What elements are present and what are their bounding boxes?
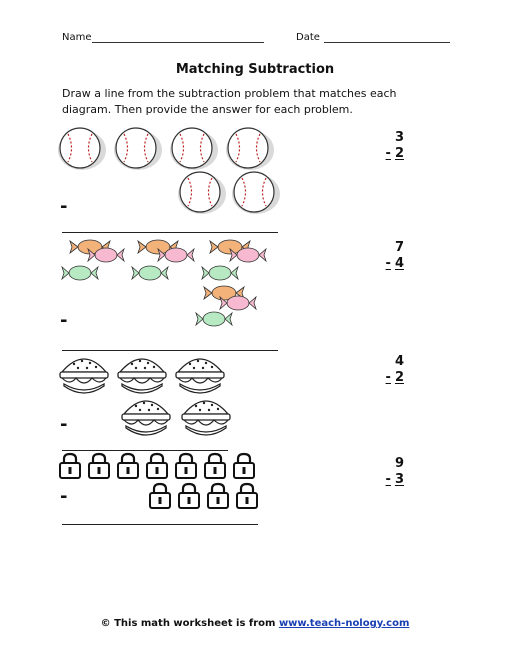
- minus-sign: -: [60, 414, 68, 435]
- candy-icon: [132, 266, 168, 280]
- answer-line[interactable]: [62, 350, 278, 351]
- burgers-diagram: [58, 354, 288, 444]
- baseball-icon: [232, 172, 280, 214]
- problem-top: 7: [394, 240, 404, 255]
- footer-text: © This math worksheet is from: [100, 618, 279, 629]
- name-label: Name: [62, 32, 92, 43]
- padlock-icon: [208, 484, 228, 508]
- baseball-icon: [170, 128, 218, 170]
- baseballs-diagram: [58, 126, 288, 216]
- answer-line[interactable]: [62, 524, 258, 525]
- problem-top: 9: [394, 456, 404, 471]
- candy-icon: [196, 312, 232, 326]
- problem-top: 3: [394, 130, 404, 145]
- burger-icon: [182, 401, 230, 435]
- minus-sign: -: [60, 196, 68, 217]
- problem-bottom: - 2: [385, 370, 404, 385]
- problem-bottom: - 3: [385, 472, 404, 487]
- baseball-icon: [58, 128, 106, 170]
- padlock-icon: [234, 454, 254, 478]
- burger-icon: [60, 359, 108, 393]
- padlock-icon: [150, 484, 170, 508]
- minus-sign: -: [60, 486, 68, 507]
- name-field-line[interactable]: [92, 42, 264, 43]
- footer: [0, 618, 510, 629]
- problem-top: 4: [394, 354, 404, 369]
- answer-line[interactable]: [62, 450, 228, 451]
- answer-line[interactable]: [62, 232, 278, 233]
- minus-sign: -: [60, 310, 68, 331]
- problem-bottom: - 2: [385, 146, 404, 161]
- padlock-icon: [205, 454, 225, 478]
- date-field-line[interactable]: [324, 42, 450, 43]
- problem-3-minus-2: [374, 130, 404, 162]
- padlock-icon: [60, 454, 80, 478]
- padlock-icon: [179, 484, 199, 508]
- candies-diagram: [58, 236, 288, 336]
- padlocks-diagram: [58, 452, 288, 512]
- padlock-icon: [176, 454, 196, 478]
- footer-link[interactable]: www.teach-nology.com: [278, 618, 410, 629]
- padlock-icon: [89, 454, 109, 478]
- problem-4-minus-2: [374, 354, 404, 386]
- padlock-icon: [237, 484, 257, 508]
- padlock-icon: [147, 454, 167, 478]
- worksheet-title: Matching Subtraction: [175, 62, 335, 77]
- baseball-icon: [114, 128, 162, 170]
- instructions: Draw a line from the subtraction problem that matches each diagram. Then provide the answer for each problem.: [62, 87, 397, 116]
- burger-icon: [122, 401, 170, 435]
- candy-icon: [62, 266, 98, 280]
- candy-icon: [202, 266, 238, 280]
- burger-icon: [118, 359, 166, 393]
- padlock-icon: [118, 454, 138, 478]
- baseball-icon: [226, 128, 274, 170]
- date-label: Date: [296, 32, 320, 43]
- burger-icon: [176, 359, 224, 393]
- problem-9-minus-3: [374, 456, 404, 488]
- problem-7-minus-4: [374, 240, 404, 272]
- problem-bottom: - 4: [385, 256, 404, 271]
- baseball-icon: [178, 172, 226, 214]
